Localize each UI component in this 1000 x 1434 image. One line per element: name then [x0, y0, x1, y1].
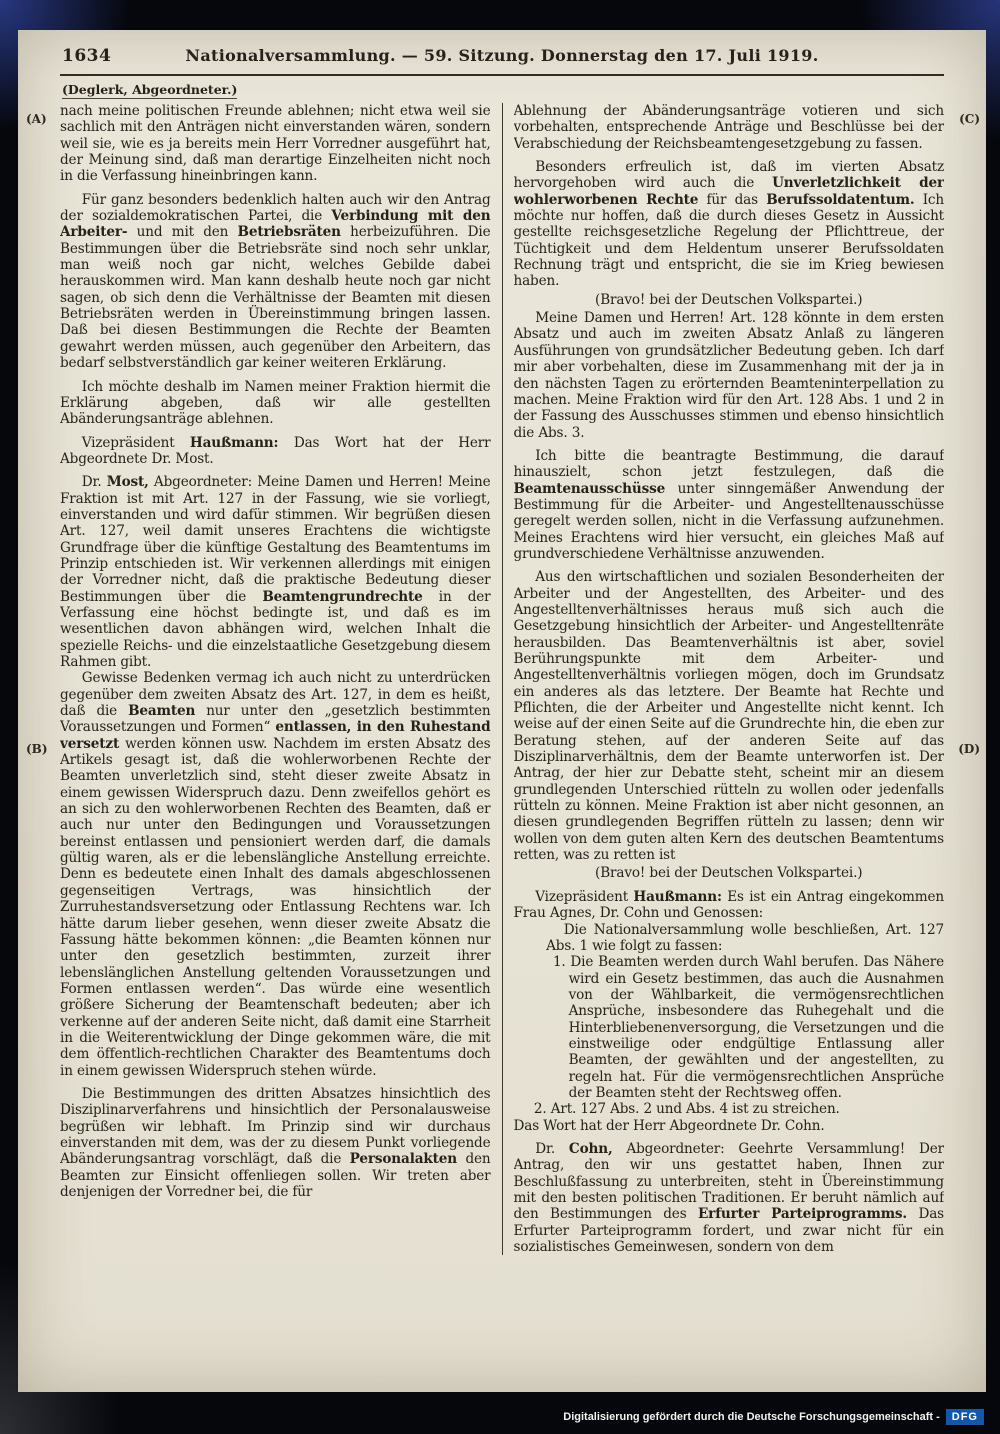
- footer-text: Digitalisierung gefördert durch die Deutsche Forschungsgemeinschaft -: [563, 1411, 940, 1423]
- digitization-footer: [563, 1409, 984, 1425]
- paragraph: Ablehnung der Abänderungsanträge votieren und sich vorbehalten, entsprechende Anträge und Beschlüsse bei der Verabschiedung der Reichsbeamtengesetzgebung zu fassen.: [513, 103, 944, 152]
- paragraph: (Bravo! bei der Deutschen Volkspartei.): [595, 865, 863, 882]
- paragraph: Vizepräsident Haußmann: Es ist ein Antrag eingekommen Frau Agnes, Dr. Cohn und Genossen:: [513, 888, 944, 922]
- paragraph: Meine Damen und Herren! Art. 128 könnte in dem ersten Absatz und auch im zweiten Absatz Anlaß zu längeren Ausführungen von grundsätzlicher Bedeutung geben. Ich darf mir aber vorbehalten, diese im Zusammenhang mit der ja in den nächsten Tagen zu erörternden Beamteninterpellation zu machen. Meine Fraktion wird für den Art. 128 Abs. 1 und 2 in der Fassung des Ausschusses stimmen und ebenso hinsichtlich die Abs. 3.: [513, 310, 944, 441]
- page-number: 1634: [62, 46, 112, 66]
- margin-label-b: (B): [26, 742, 48, 756]
- paragraph: Für ganz besonders bedenklich halten auch wir den Antrag der sozialdemokratischen Partei, die Verbindung mit den Arbeiter- und mit den Betriebsräten herbeizuführen. Die Bestimmungen über die Betriebsräte sind noch sehr unklar, man weiß noch gar nicht, welches Gebilde dabei herauskommen wird. Man kann deshalb heute noch gar nicht sagen, ob sich denn die Verhältnisse der Beamten mit diesen Betriebsräten werden in Übereinstimmung bringen lassen. Daß bei diesen Bestimmungen die Rechte der Beamten gewahrt werden müssen, auch gegenüber den Arbeitern, das bedarf selbstverständlich gar keiner weiteren Erklärung.: [60, 191, 491, 372]
- paragraph: Das Wort hat der Herr Abgeordnete Dr. Cohn.: [513, 1117, 825, 1134]
- paragraph: Dr. Most, Abgeordneter: Meine Damen und Herren! Meine Fraktion ist mit Art. 127 in der Fassung, wie sie vorliegt, einverstanden und wird dafür stimmen. Wir begrüßen diesen Art. 127, weil damit unseres Erachtens die wichtigste Grundfrage über die künftige Gestaltung des Beamtentums im Prinzip entschieden ist. Wir verkennen allerdings mit einigen der Vorredner nicht, daß die praktische Bedeutung dieser Bestimmungen über die Beamtengrundrechte in der Verfassung eine höchst bedingte ist, und daß es im wesentlichen davon abhängen wird, welchen Inhalt die spezielle Reichs- und die einzelstaatliche Gesetzgebung diesem Rahmen gibt.: [60, 474, 491, 670]
- paragraph: Dr. Cohn, Abgeordneter: Geehrte Versammlung! Der Antrag, den wir uns gestattet haben, Ihnen zur Beschlußfassung zu unterbreiten, steht in Übereinstimmung mit den besten politischen Traditionen. Er beruht nämlich auf den Bestimmungen des Erfurter Parteiprogramms. Das Erfurter Parteiprogramm fordert, und zwar nicht für ein sozialistisches Gemeinwesen, sondern von dem: [513, 1140, 944, 1256]
- paragraph: Ich bitte die beantragte Bestimmung, die darauf hinauszielt, schon jetzt festzulegen, daß die Beamtenausschüsse unter sinngemäßer Anwendung der Bestimmung für die Arbeiter- und Angestelltenausschüsse geregelt werden sollen, nicht in die Verfassung aufzunehmen. Meines Erachtens wird hier versucht, ein gleiches Maß auf grundverschiedene Verhältnisse anzuwenden.: [513, 447, 944, 562]
- margin-label-c: (C): [959, 112, 980, 126]
- paragraph: Besonders erfreulich ist, daß im vierten Absatz hervorgehoben wird auch die Unverletzlichkeit der wohlerworbenen Rechte für das Berufssoldatentum. Ich möchte nur hoffen, daß die durch dieses Gesetz in Aussicht gestellte reichsgesetzliche Regelung der Pflichttreue, der Tüchtigkeit und dem Heldentum unserer Berufssoldaten Rechnung trägt und entspricht, die sie im Krieg bewiesen haben.: [513, 159, 944, 290]
- column-left: [60, 103, 491, 1255]
- paragraph: Gewisse Bedenken vermag ich auch nicht zu unterdrücken gegenüber dem zweiten Absatz des Art. 127, in dem es heißt, daß die Beamten nur unter den „gesetzlich bestimmten Voraussetzungen und Formen“ entlassen, in den Ruhestand versetzt werden können usw. Nachdem im ersten Absatz des Artikels gesagt ist, daß die wohlerworbenen Rechte der Beamten unverletzlich sind, steht dieser zweite Absatz in einem gewissen Widerspruch dazu. Denn zweifellos gehört es an sich zu den wohlerworbenen Rechten des Beamten, daß er auch nur unter den Bedingungen und Voraussetzungen bereinst entlassen und pensioniert werden darf, die damals gültig waren, als er die lebenslängliche Anstellung erreichte. Denn es bedeutete einen Inhalt des damals abgeschlossenen gegenseitigen Vertrags, was hinsichtlich der Zurruhestandsversetzung oder Entlassung Rechtens war. Ich hätte darum lieber gesehen, wenn dieser zweite Absatz die Fassung hätte bekommen können: „die Beamten können nur unter den gesetzlich bestimmten, zurzeit ihrer lebenslänglichen Anstellung geltenden Voraussetzungen und Formen entlassen werden“. Das würde eine wesentlich größere Sicherung der Beamtenschaft bedeuten; aber ich verkenne auf der anderen Seite nicht, daß damit eine Starrheit in die Weiterentwicklung der Dinge gekommen wäre, die mit dem öffentlich-rechtlichen Charakter des Beamtentums doch in einem gewissen Widerspruch stehen würde.: [60, 670, 491, 1079]
- paragraph: 1. Die Beamten werden durch Wahl berufen. Das Nähere wird ein Gesetz bestimmen, das auch die Ausnahmen von der Wählbarkeit, die vermögensrechtlichen Ansprüche, insbesondere das Ruhegehalt und die Hinterbliebenenversorgung, die Versetzungen und die einstweilige oder endgültige Entlassung aller Beamten, der gewählten und der angestellten, zu regeln hat. Für die vermögensrechtlichen Ansprüche der Beamten steht der Rechtsweg offen.: [552, 954, 944, 1101]
- paragraph: nach meine politischen Freunde ablehnen; nicht etwa weil sie sachlich mit den Anträgen nicht einverstanden wären, sondern weil sie, wie es ja bereits mein Herr Vorredner ausgeführt hat, der Meinung sind, daß man derartige Einzelheiten nicht noch in die Verfassung hineinbringen kann.: [60, 103, 491, 185]
- paragraph: Ich möchte deshalb im Namen meiner Fraktion hiermit die Erklärung abgeben, daß wir alle gestellten Abänderungsanträge ablehnen.: [60, 378, 491, 428]
- running-head-row: [60, 76, 944, 101]
- page-header: [60, 46, 944, 70]
- column-right: [514, 103, 945, 1255]
- page-title: Nationalversammlung. — 59. Sitzung. Donnerstag den 17. Juli 1919.: [185, 46, 819, 65]
- document-page: [18, 30, 986, 1392]
- paragraph: (Bravo! bei der Deutschen Volkspartei.): [595, 291, 863, 308]
- dfg-logo: DFG: [946, 1409, 984, 1425]
- column-divider: [502, 103, 503, 1255]
- running-head: (Deglerk, Abgeordneter.): [62, 82, 238, 97]
- paragraph: Vizepräsident Haußmann: Das Wort hat der Herr Abgeordnete Dr. Most.: [60, 434, 491, 467]
- paragraph: Die Bestimmungen des dritten Absatzes hinsichtlich des Disziplinarverfahrens und hinsichtlich der Personalausweise begrüßen wir lebhaft. Im Prinzip sind wir durchaus einverstanden mit dem, was der zu diesem Punkt vorliegende Abänderungsantrag vorschlägt, daß die Personalakten den Beamten zur Einsicht offenliegen sollen. Wir treten aber denjenigen der Vorredner bei, die für: [60, 1085, 491, 1200]
- paragraph: 2. Art. 127 Abs. 2 und Abs. 4 ist zu streichen.: [533, 1101, 840, 1118]
- margin-label-d: (D): [958, 742, 980, 756]
- paragraph: Die Nationalversammlung wolle beschließen, Art. 127 Abs. 1 wie folgt zu fassen:: [546, 921, 944, 954]
- paragraph: Aus den wirtschaftlichen und sozialen Besonderheiten der Arbeiter und der Angestellten, des Arbeiter- und des Angestelltenverhältnisses heraus muß sich auch die Gesetzgebung hinsichtlich der Arbeiter- und Angestelltenräte herausbilden. Das Beamtenverhältnis ist aber, soviel Berührungspunkte mit dem Arbeiter- und Angestelltenverhältnis vorliegen mögen, doch im Grundsatz ein anderes als das letztere. Der Beamte hat Rechte und Pflichten, die der Arbeiter und Angestellte nicht kennt. Ich weise auf der einen Seite auf die Grundrechte hin, die eben zur Beratung stehen, auf der anderen Seite auf das Disziplinarverhältnis, dem der Beamte unterworfen ist. Der Antrag, der hier zur Debatte steht, scheint mir an diesem grundlegenden Unterschied rütteln zu wollen oder jedenfalls rütteln zu können. Meine Fraktion ist aber nicht gesonnen, an diesen grundlegenden Begriffen rütteln zu lassen; denn wir wollen von dem guten alten Kern des deutschen Beamtentums retten, was zu retten ist: [513, 569, 944, 864]
- text-columns: [60, 103, 944, 1255]
- margin-label-a: (A): [26, 112, 47, 126]
